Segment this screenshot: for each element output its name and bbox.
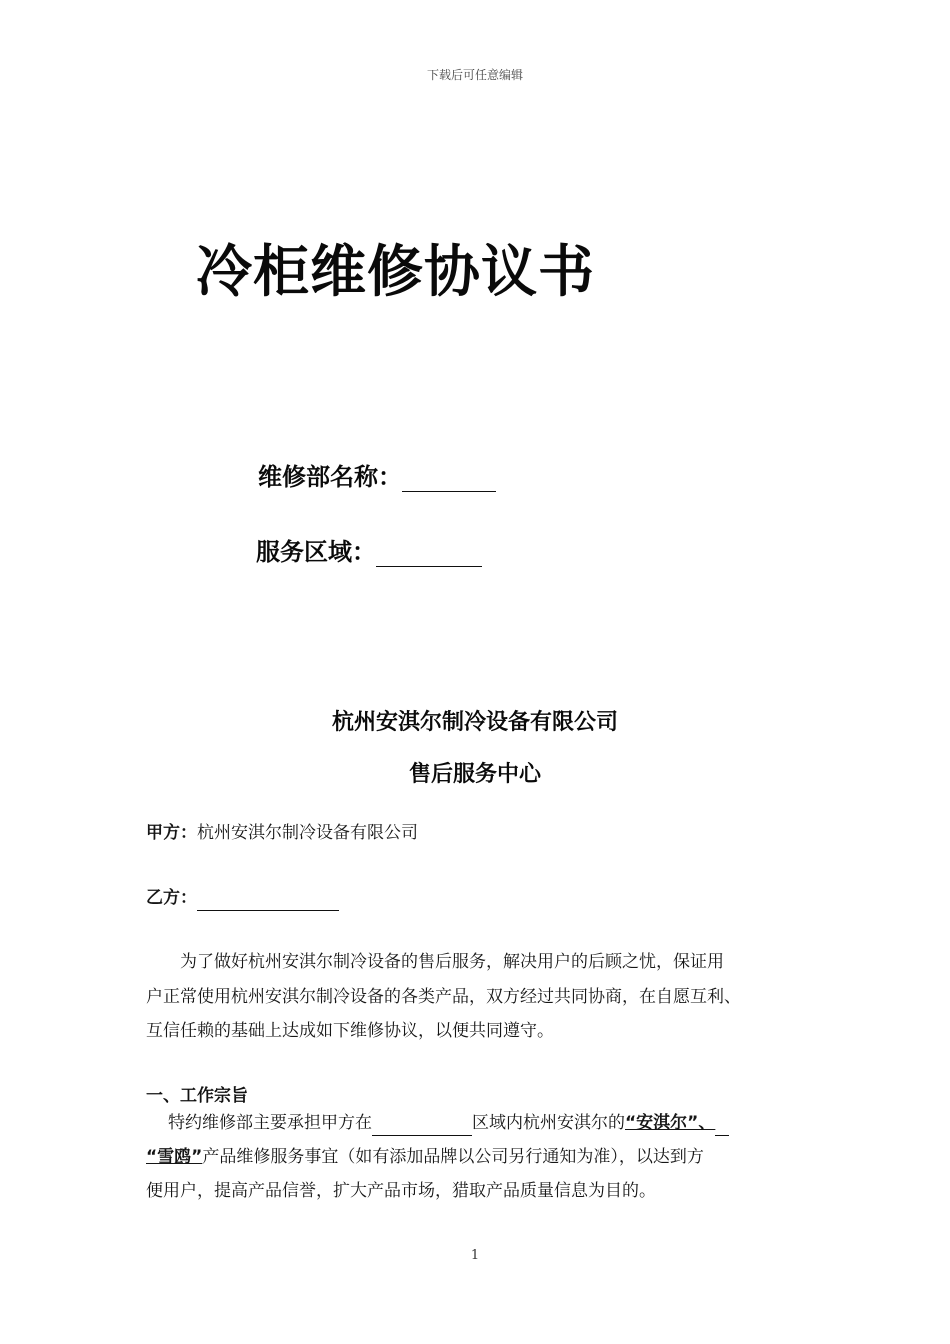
service-area-field — [256, 532, 482, 567]
service-area-blank — [376, 538, 482, 567]
section-1-text-a: 特约维修部主要承担甲方在 — [168, 1113, 372, 1133]
party-a-label: 甲方： — [146, 823, 197, 843]
party-b-label: 乙方： — [146, 888, 197, 908]
service-center: 售后服务中心 — [408, 762, 541, 787]
intro-line-3: 互信任赖的基础上达成如下维修协议，以便共同遵守。 — [146, 1021, 554, 1041]
dept-name-blank — [402, 463, 496, 492]
section-1-text-c: 产品维修服务事宜（如有添加品牌以公司另行通知为准），以达到方 — [202, 1147, 704, 1167]
intro-line-1: 为了做好杭州安淇尔制冷设备的售后服务，解决用户的后顾之忧，保证用 — [180, 952, 724, 972]
section-1-line-1 — [168, 1111, 729, 1136]
brand-xueou: “雪鸥” — [146, 1147, 203, 1167]
dept-name-field — [258, 457, 496, 492]
party-b-line — [146, 886, 339, 911]
party-a-line — [146, 821, 418, 845]
section-1-heading: 一、工作宗旨 — [146, 1086, 248, 1106]
section-1-line-3: 便用户，提高产品信誉，扩大产品市场，猎取产品质量信息为目的。 — [146, 1181, 656, 1201]
section-1-line-2 — [146, 1145, 704, 1169]
region-blank — [372, 1111, 472, 1136]
document-title: 冷柜维修协议书 — [196, 240, 595, 305]
page-number: 1 — [470, 1248, 480, 1263]
service-area-label: 服务区域： — [256, 538, 376, 566]
party-a-value: 杭州安淇尔制冷设备有限公司 — [197, 823, 418, 843]
header-note: 下载后可任意编辑 — [426, 68, 523, 82]
company-name: 杭州安淇尔制冷设备有限公司 — [331, 710, 618, 735]
dept-name-label: 维修部名称： — [258, 463, 402, 491]
intro-line-2: 户正常使用杭州安淇尔制冷设备的各类产品，双方经过共同协商，在自愿互利、 — [146, 987, 741, 1007]
brand-underline-tail — [715, 1111, 729, 1136]
section-1-text-b: 区域内杭州安淇尔的 — [472, 1113, 625, 1133]
brand-anqier: “安淇尔”、 — [625, 1113, 716, 1133]
party-b-blank — [197, 886, 339, 911]
